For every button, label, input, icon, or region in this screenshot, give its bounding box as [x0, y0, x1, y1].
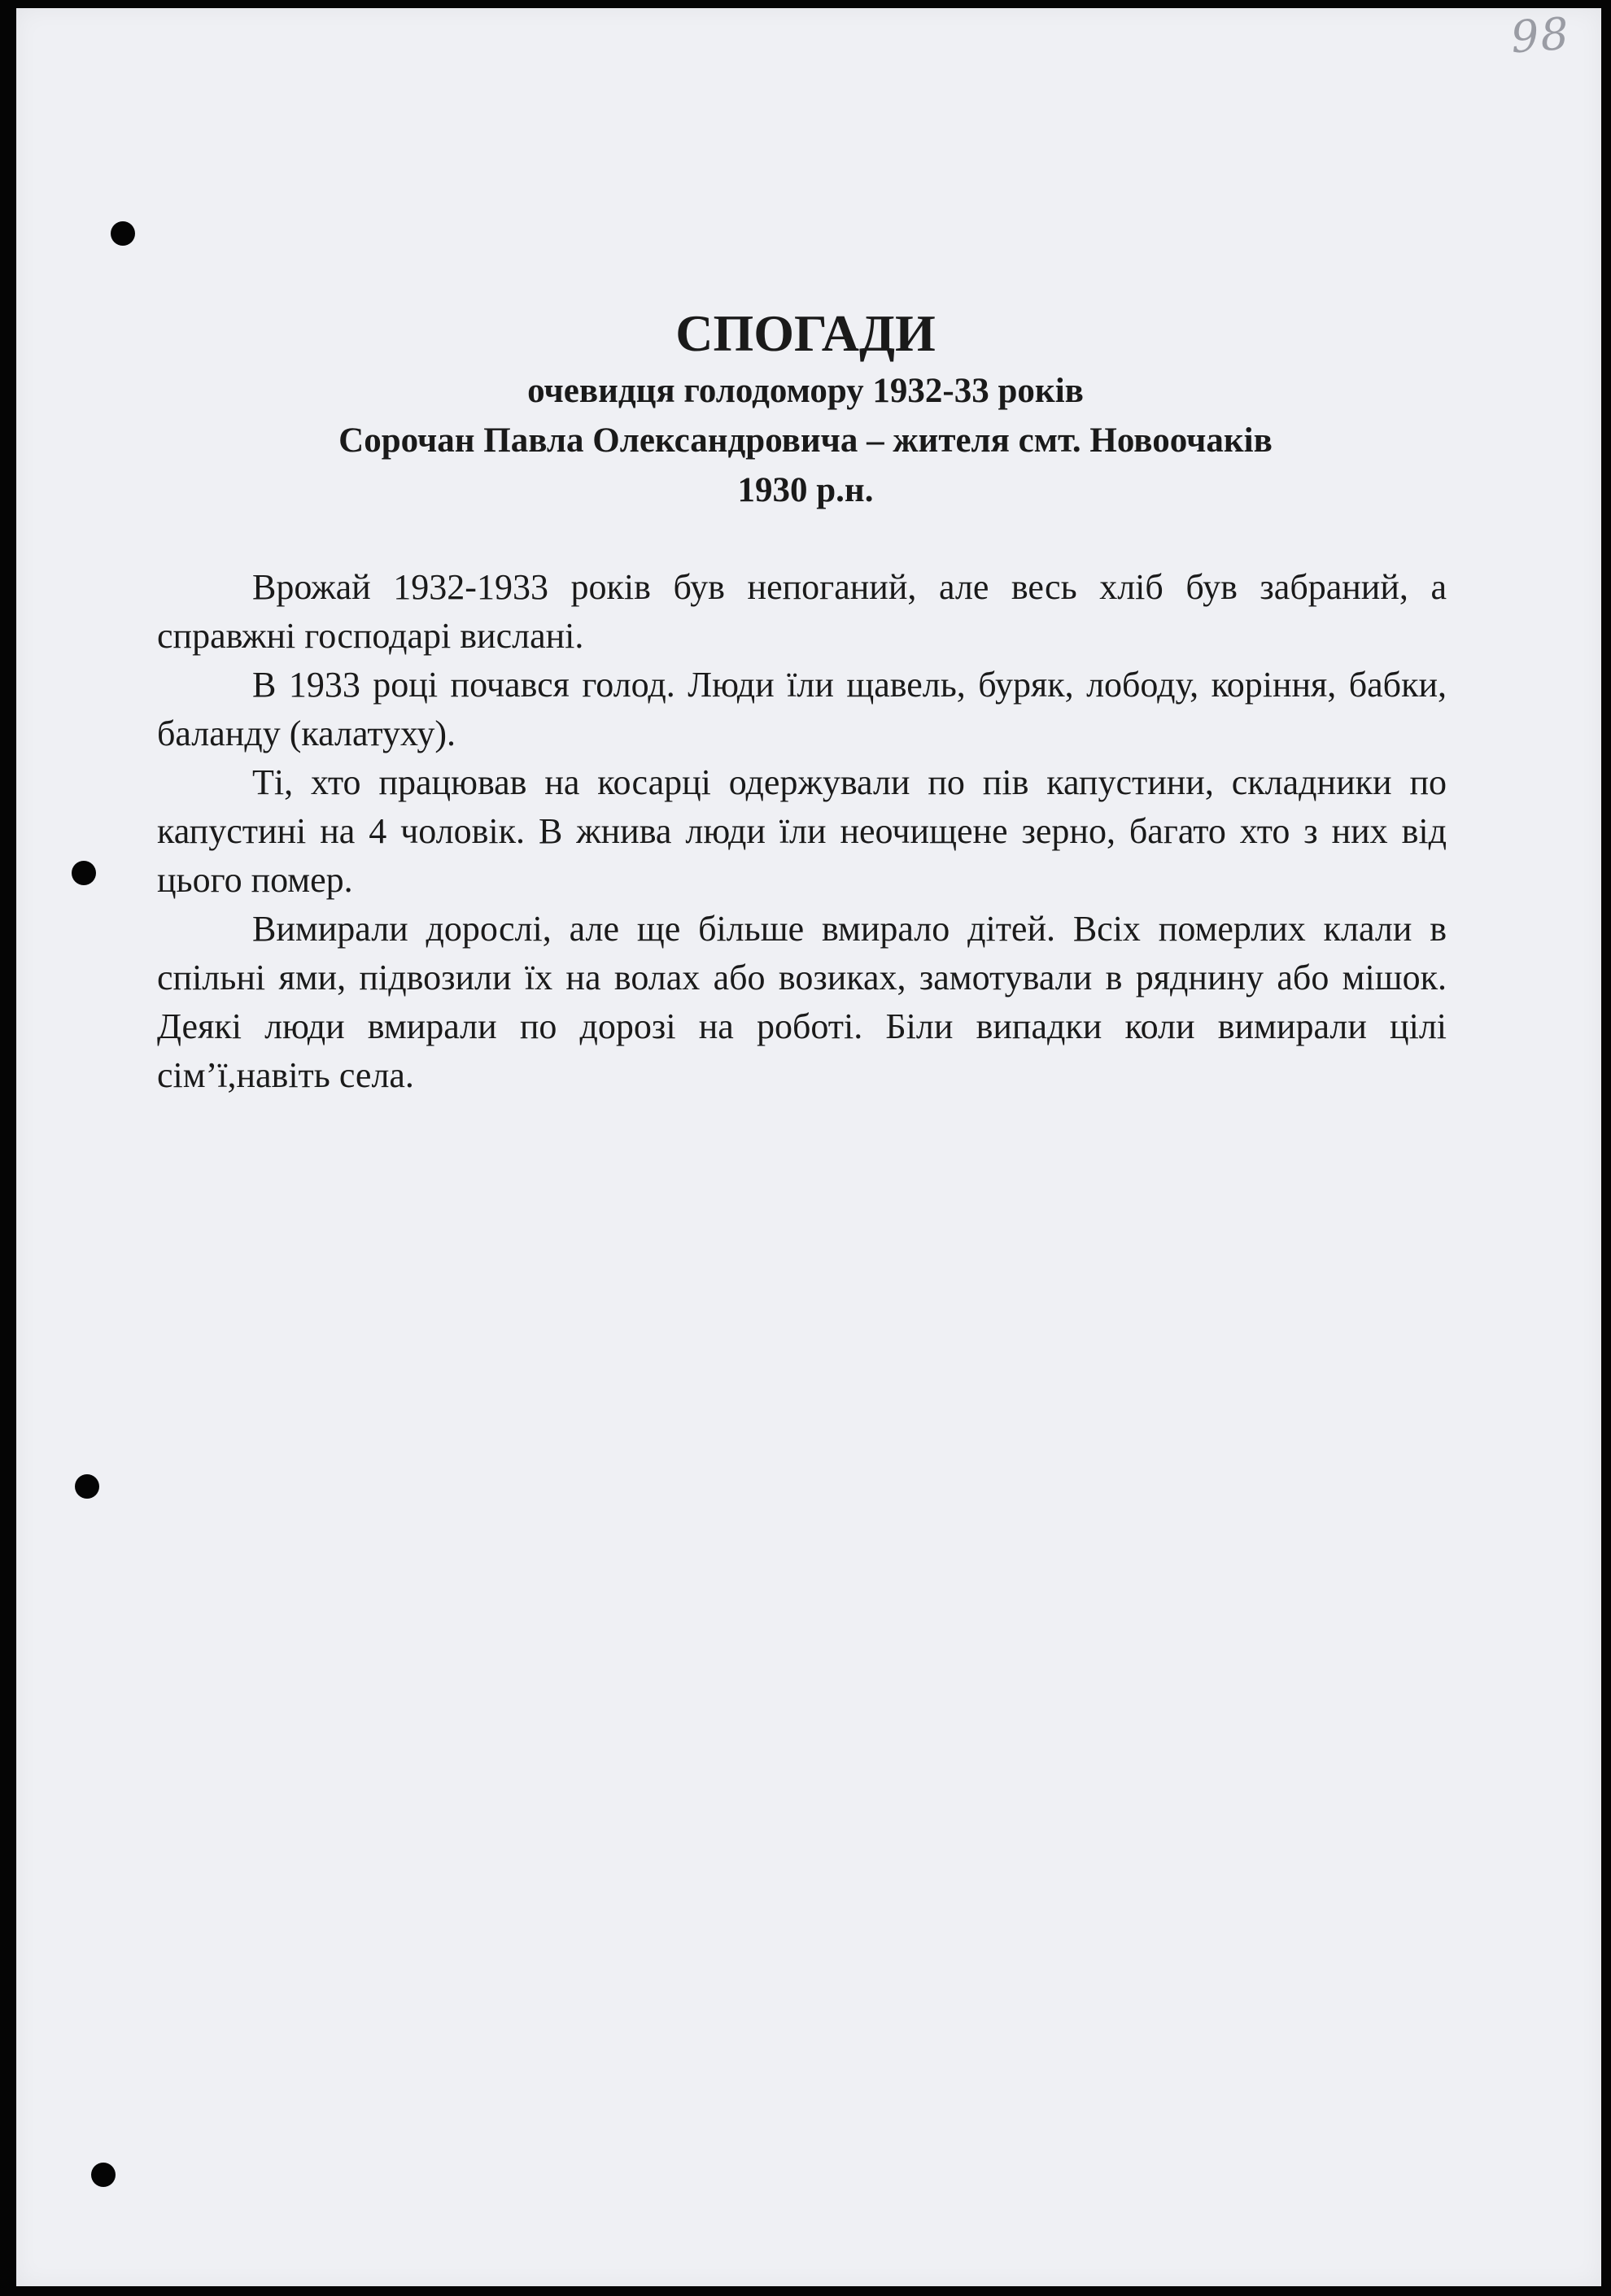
document-body [157, 563, 1447, 1100]
paragraph: В 1933 році почався голод. Люди їли щавель, буряк, лободу, коріння, бабки, баланду (калатуху). [157, 665, 1447, 753]
punch-hole [91, 2163, 116, 2187]
subtitle-line: 1930 р.н. [737, 471, 874, 509]
document-heading [0, 301, 1611, 515]
paragraph: Врожай 1932-1933 років був непоганий, але весь хліб був забраний, а справжні господарі вислані. [157, 567, 1447, 656]
paragraph: Ті, хто працював на косарці одержували по пів капустини, складники по капустині на 4 чоловік. В жнива люди їли неочищене зерно, багато хто з них від цього помер. [157, 762, 1447, 900]
punch-hole [75, 1474, 99, 1499]
paragraph: Вимирали дорослі, але ще більше вмирало дітей. Всіх померлих клали в спільні ями, підвозили їх на волах або возиках, замотували в ряднину або мішок. Деякі люди вмирали по дорозі на роботі. Біли випадки коли вимирали цілі сім’ї,навіть села. [157, 909, 1447, 1095]
document-title: СПОГАДИ [675, 304, 936, 362]
punch-hole [72, 861, 96, 885]
subtitle-line: очевидця голодомору 1932-33 років [527, 372, 1084, 410]
subtitle-line: Сорочан Павла Олександровича – жителя смт. Новоочаків [338, 421, 1273, 460]
punch-hole [111, 221, 135, 246]
page-number: 98 [1509, 7, 1573, 63]
